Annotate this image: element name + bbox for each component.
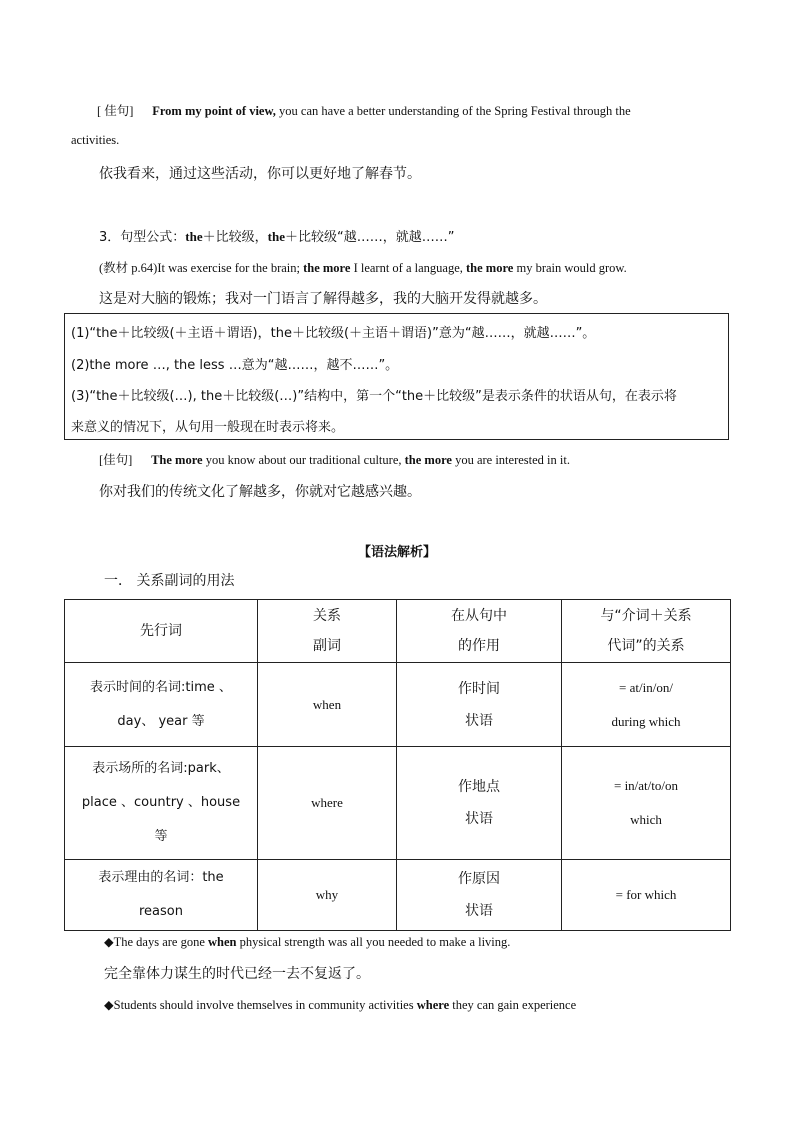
example-text: you can have a better understanding of the Spring Festival through the <box>275 104 631 118</box>
cell-antecedent-l1: 表示理由的名词：the <box>98 870 224 885</box>
source-end: my brain would grow. <box>513 261 627 275</box>
heading-mid: ＋比较级， <box>202 230 268 245</box>
example-where-bold: where <box>416 998 450 1012</box>
example-when-pre: The days are gone <box>113 935 209 949</box>
cell-role <box>397 747 562 860</box>
example-where-pre: Students should involve themselves in community activities <box>113 998 417 1012</box>
cell-equivalent-l1: = at/in/on/ <box>619 679 673 695</box>
source-bold-1: the more <box>303 261 351 275</box>
cell-equivalent <box>562 747 731 860</box>
cell-antecedent-l2: place 、country 、house <box>81 795 241 810</box>
example-where-post: they can gain experience <box>449 998 577 1012</box>
cell-adverb: when <box>258 663 397 747</box>
cell-role-l1: 作时间 <box>458 680 500 697</box>
cell-equivalent-l1: = in/at/to/on <box>613 778 679 793</box>
cell-equivalent-l2: which <box>630 812 662 827</box>
cell-adverb: where <box>258 747 397 860</box>
note-2: (2)the more …, the less …意为“越……，越不……”。 <box>71 358 399 373</box>
table-row <box>65 663 731 747</box>
example-where <box>104 997 576 1013</box>
example-when <box>104 934 510 950</box>
note-1: (1)“the＋比较级(＋主语＋谓语)，the＋比较级(＋主语＋谓语)”意为“越……，就越……”。 <box>71 326 596 341</box>
section-title: 【语法解析】 <box>357 545 436 560</box>
example-when-translation: 完全靠体力谋生的时代已经一去不复返了。 <box>104 966 370 982</box>
example-bold-phrase: From my point of view, <box>152 104 276 118</box>
note-3-cont: 来意义的情况下，从句用一般现在时表示将来。 <box>71 420 345 435</box>
heading-the-2: the <box>267 229 285 244</box>
example-2-mid: you know about our traditional culture, <box>202 453 405 467</box>
example-tag: [ 佳句] <box>97 104 134 118</box>
table-header-row <box>65 600 731 663</box>
cell-antecedent <box>65 747 258 860</box>
diamond-bullet-icon: ◆ <box>104 997 114 1012</box>
cell-antecedent <box>65 663 258 747</box>
source-translation: 这是对大脑的锻炼；我对一门语言了解得越多，我的大脑开发得就越多。 <box>99 291 547 307</box>
source-mid: I learnt of a language, <box>350 261 467 275</box>
cell-antecedent-l1: 表示时间的名词:time 、 <box>90 679 232 695</box>
cell-equivalent <box>562 860 731 931</box>
cell-role-l1: 作原因 <box>458 871 500 887</box>
source-pre: (教材 p.64)It was exercise for the brain; <box>99 261 304 275</box>
header-role-l1: 在从句中 <box>451 608 507 624</box>
source-bold-2: the more <box>466 261 514 275</box>
header-equivalent-l2: 代词”的关系 <box>607 638 685 654</box>
cell-antecedent-l2: reason <box>139 904 183 919</box>
textbook-source-sentence <box>99 258 627 276</box>
example-2-translation: 你对我们的传统文化了解越多，你就对它越感兴趣。 <box>99 484 421 500</box>
example-2-tag: [佳句] <box>99 453 133 467</box>
cell-antecedent-l2: day、 year 等 <box>117 713 205 729</box>
table-row <box>65 747 731 860</box>
example-2-end: you are interested in it. <box>451 453 570 467</box>
cell-equivalent <box>562 663 731 747</box>
cell-role <box>397 663 562 747</box>
cell-antecedent-l1: 表示场所的名词:park、 <box>92 761 230 776</box>
header-equivalent <box>562 600 731 663</box>
example-2-line <box>99 450 570 468</box>
cell-role <box>397 860 562 931</box>
heading-number: 3．句型公式： <box>99 230 186 245</box>
example-1-line-2: activities. <box>71 133 120 147</box>
heading-end: ＋比较级“越……，就越……” <box>284 230 455 245</box>
header-adverb <box>258 600 397 663</box>
example-when-bold: when <box>208 935 237 949</box>
cell-role-l2: 状语 <box>465 903 493 919</box>
heading-the-1: the <box>185 229 203 244</box>
note-3: (3)“the＋比较级(…), the＋比较级(…)”结构中，第一个“the＋比较级”是表示条件的状语从句，在表示将 <box>71 389 677 404</box>
header-adverb-l2: 副词 <box>313 638 341 654</box>
header-equivalent-l1: 与“介词＋关系 <box>600 608 692 624</box>
sub-heading: 一． 关系副词的用法 <box>104 573 235 589</box>
diamond-bullet-icon: ◆ <box>104 934 114 949</box>
pattern-heading <box>99 226 454 245</box>
cell-role-l1: 作地点 <box>458 779 500 795</box>
example-1-translation: 依我看来，通过这些活动，你可以更好地了解春节。 <box>99 166 421 182</box>
header-role <box>397 600 562 663</box>
table-row <box>65 860 731 931</box>
cell-role-l2: 状语 <box>465 712 493 729</box>
cell-equivalent-l2: during which <box>611 713 681 729</box>
example-2-bold-1: The more <box>151 453 203 467</box>
header-antecedent <box>65 600 258 663</box>
example-1-line-1 <box>97 101 631 119</box>
cell-antecedent <box>65 860 258 931</box>
cell-role-l2: 状语 <box>465 811 493 827</box>
cell-antecedent-l3: 等 <box>154 829 168 844</box>
header-role-l2: 的作用 <box>458 638 500 654</box>
header-adverb-l1: 关系 <box>313 608 341 624</box>
example-2-bold-2: the more <box>404 453 452 467</box>
cell-adverb: why <box>258 860 397 931</box>
header-antecedent-text: 先行词 <box>140 623 182 639</box>
example-when-post: physical strength was all you needed to make a living. <box>236 935 511 949</box>
cell-equivalent-l1: = for which <box>615 887 677 902</box>
relative-adverb-table <box>64 599 731 931</box>
